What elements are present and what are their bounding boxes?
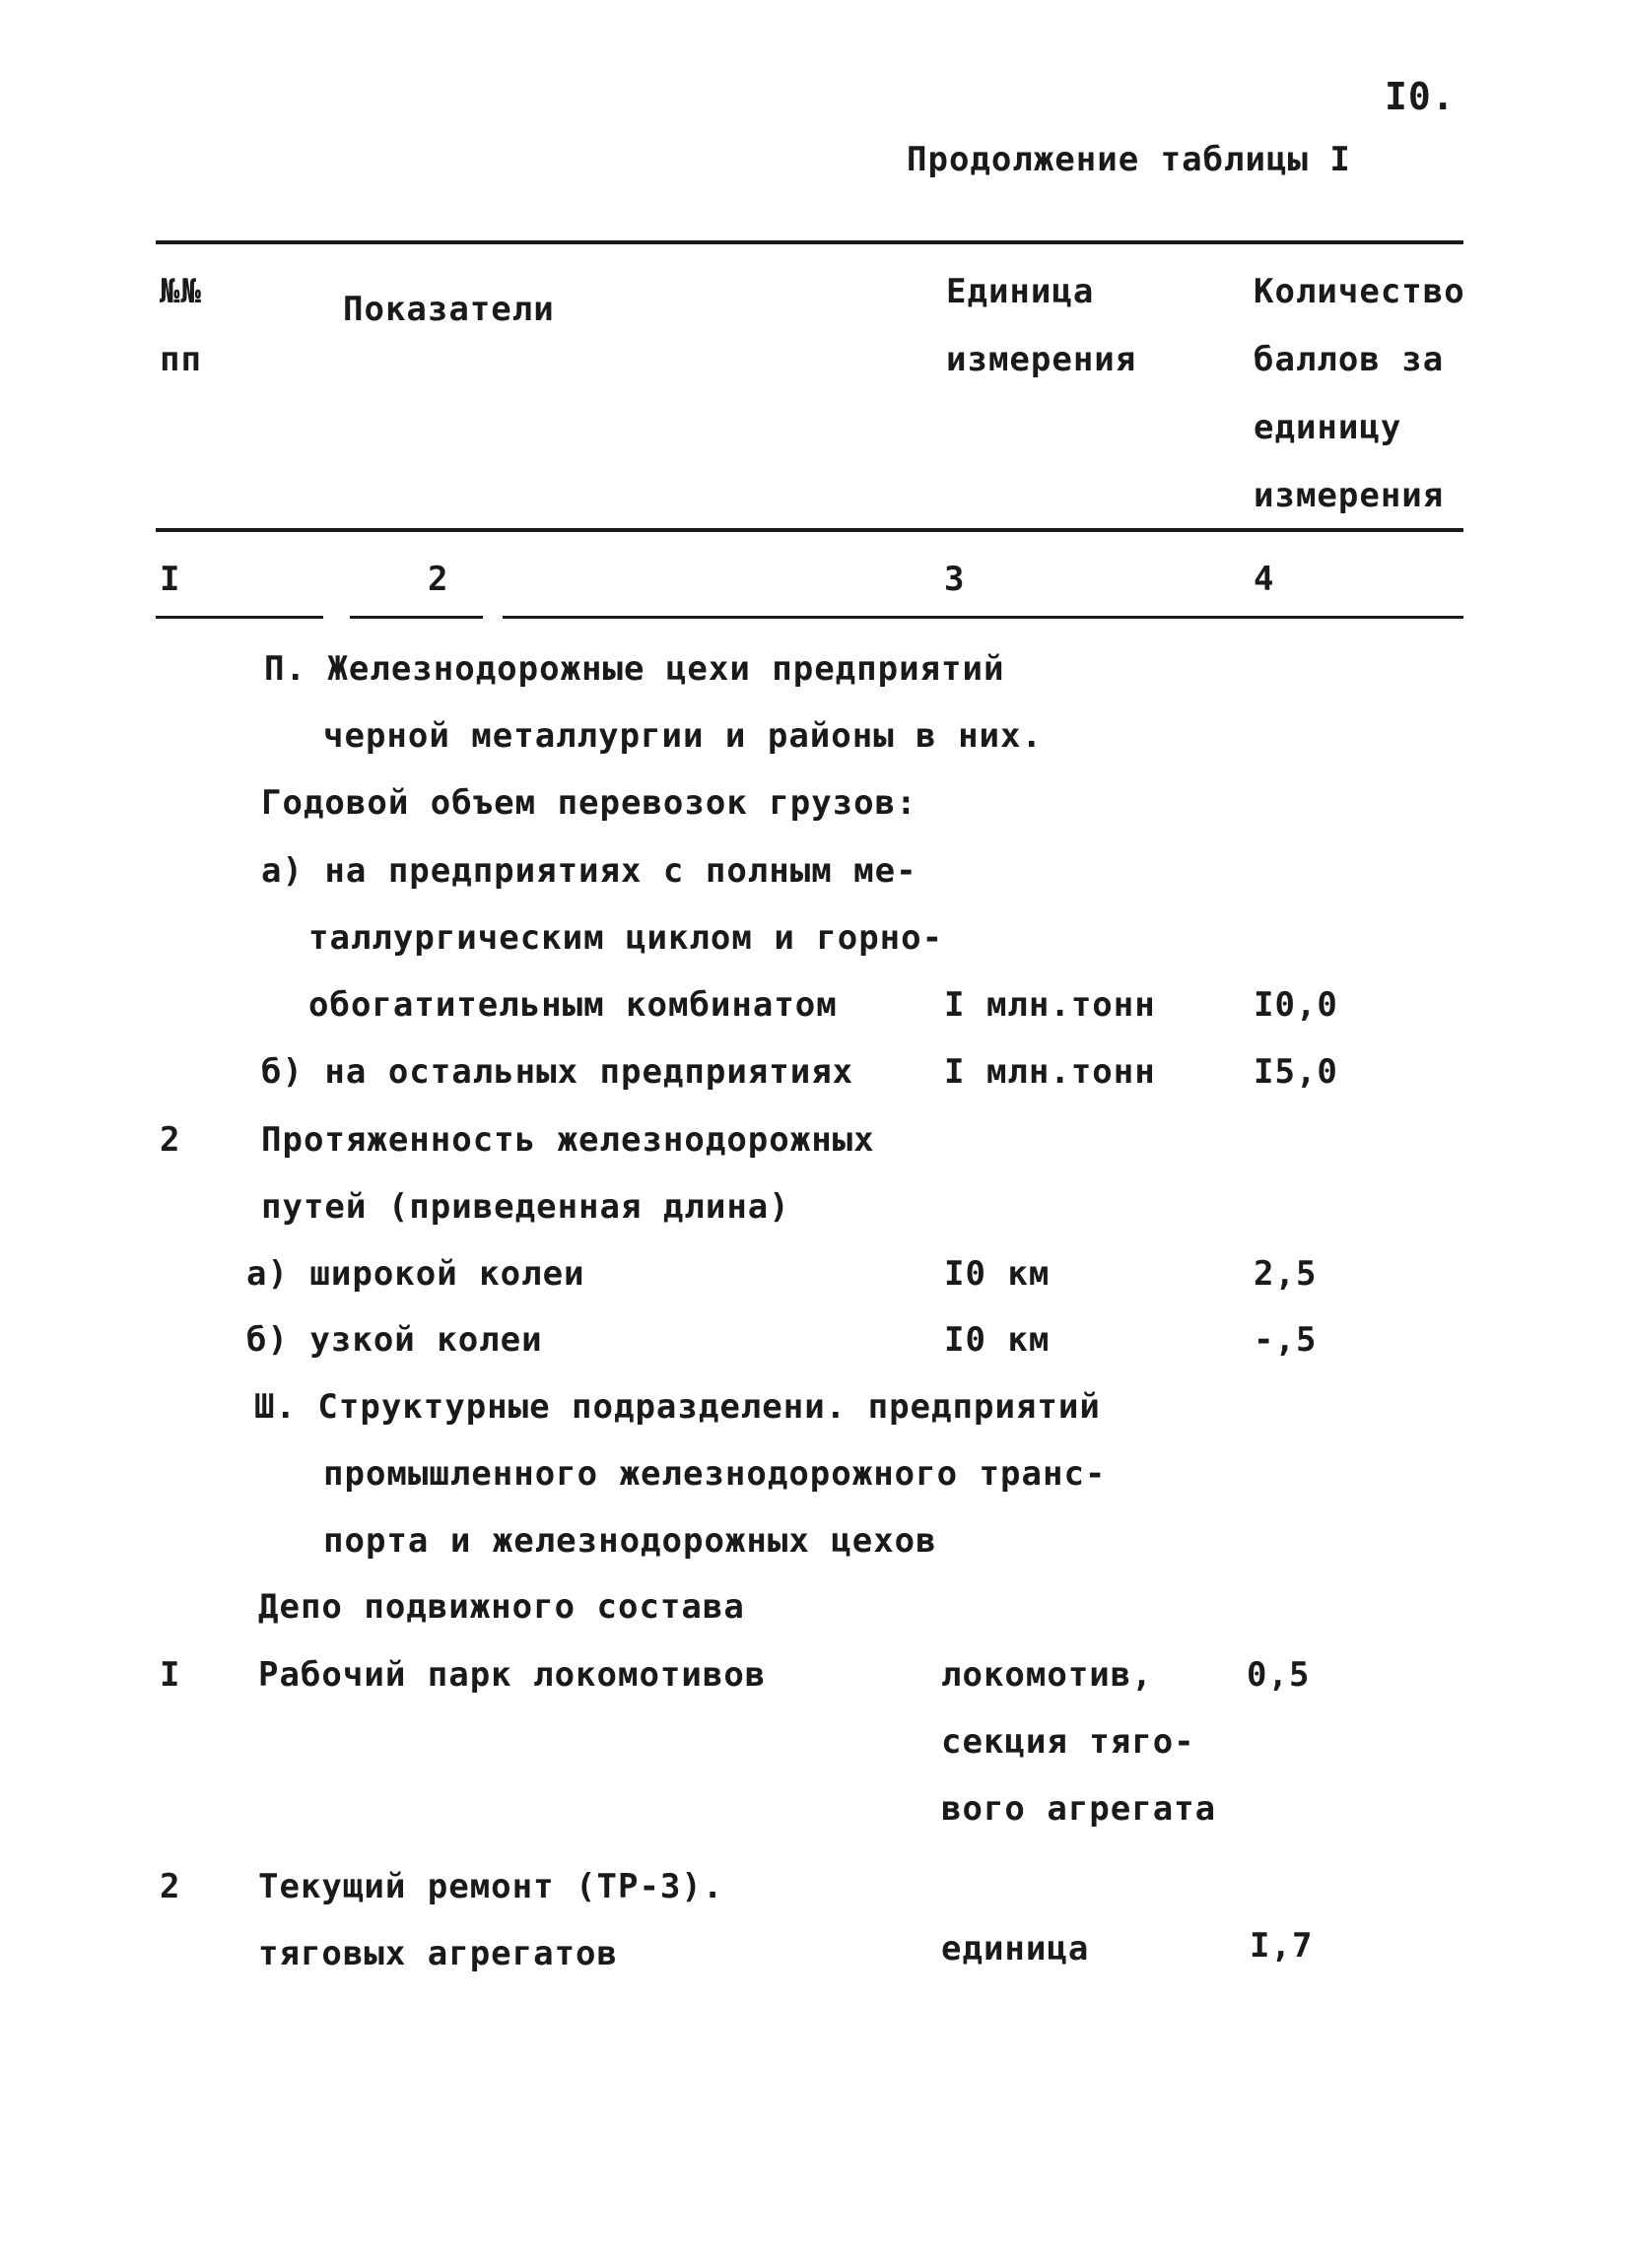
item-b-unit: I млн.тонн bbox=[944, 1052, 1156, 1092]
row-2b-label: б) узкой колеи bbox=[246, 1320, 543, 1360]
row-i-unit-line3: вого агрегата bbox=[941, 1789, 1217, 1829]
item-b-label: б) на остальных предприятиях bbox=[261, 1052, 854, 1092]
row-2-number: 2 bbox=[160, 1120, 181, 1160]
row-2-repair-line2: тяговых агрегатов bbox=[258, 1934, 618, 1973]
row-2-repair-line1: Текущий ремонт (ТР-3). bbox=[258, 1867, 724, 1906]
item-a-line3: обогатительным комбинатом bbox=[308, 985, 838, 1025]
section-3-heading-line3: порта и железнодорожных цехов bbox=[323, 1521, 937, 1561]
header-unit-line1: Единица bbox=[946, 272, 1095, 311]
table-top-rule bbox=[156, 240, 1463, 244]
header-number-line2: пп bbox=[160, 340, 202, 379]
row-2-line1: Протяженность железнодорожных bbox=[261, 1120, 875, 1160]
row-i-number: I bbox=[160, 1655, 181, 1695]
column-number-rule-1 bbox=[156, 616, 323, 619]
column-number-4: 4 bbox=[1254, 560, 1275, 599]
item-b-value: I5,0 bbox=[1254, 1052, 1338, 1092]
header-points-line1: Количество bbox=[1254, 272, 1465, 311]
page-number: I0. bbox=[1385, 75, 1456, 118]
header-points-line4: измерения bbox=[1254, 476, 1445, 515]
column-number-rule-2 bbox=[350, 616, 483, 619]
section-2-heading-line2: черной металлургии и районы в них. bbox=[323, 716, 1043, 756]
depot-heading: Депо подвижного состава bbox=[258, 1587, 745, 1627]
row-2a-label: а) широкой колеи bbox=[246, 1254, 585, 1294]
column-number-2: 2 bbox=[428, 560, 449, 599]
row-2a-unit: I0 км bbox=[944, 1254, 1051, 1294]
table-caption: Продолжение таблицы I bbox=[907, 140, 1351, 179]
column-number-rule-3 bbox=[503, 616, 1463, 619]
row-2a-value: 2,5 bbox=[1254, 1254, 1318, 1294]
row-2b-value: -,5 bbox=[1254, 1320, 1318, 1360]
row-2-repair-unit: единица bbox=[941, 1929, 1090, 1968]
row-i-label: Рабочий парк локомотивов bbox=[258, 1655, 767, 1695]
row-i-value: 0,5 bbox=[1247, 1655, 1311, 1695]
header-unit-line2: измерения bbox=[946, 340, 1137, 379]
header-points-line2: баллов за bbox=[1254, 340, 1445, 379]
section-3-heading-line1: Ш. Структурные подразделени. предприятий bbox=[254, 1387, 1101, 1427]
row-2-repair-number: 2 bbox=[160, 1867, 181, 1906]
item-a-line2: таллургическим циклом и горно- bbox=[308, 918, 944, 958]
header-points-line3: единицу bbox=[1254, 408, 1402, 447]
section-2-heading-line1: П. Железнодорожные цехи предприятий bbox=[264, 649, 1005, 689]
row-i-unit-line1: локомотив, bbox=[941, 1655, 1153, 1695]
row-2-line2: путей (приведенная длина) bbox=[261, 1187, 790, 1227]
column-number-3: 3 bbox=[944, 560, 966, 599]
header-number-line1: №№ bbox=[160, 272, 202, 311]
item-a-unit: I млн.тонн bbox=[944, 985, 1156, 1025]
row-2b-unit: I0 км bbox=[944, 1320, 1051, 1360]
header-indicators: Показатели bbox=[343, 290, 555, 329]
item-a-value: I0,0 bbox=[1254, 985, 1338, 1025]
annual-volume-label: Годовой объем перевозок грузов: bbox=[261, 783, 917, 823]
column-number-1: I bbox=[160, 560, 181, 599]
row-2-repair-value: I,7 bbox=[1250, 1926, 1314, 1966]
row-i-unit-line2: секция тяго- bbox=[941, 1722, 1195, 1762]
section-3-heading-line2: промышленного железнодорожного транс- bbox=[323, 1454, 1107, 1494]
header-bottom-rule bbox=[156, 528, 1463, 532]
item-a-line1: а) на предприятиях с полным ме- bbox=[261, 851, 917, 891]
